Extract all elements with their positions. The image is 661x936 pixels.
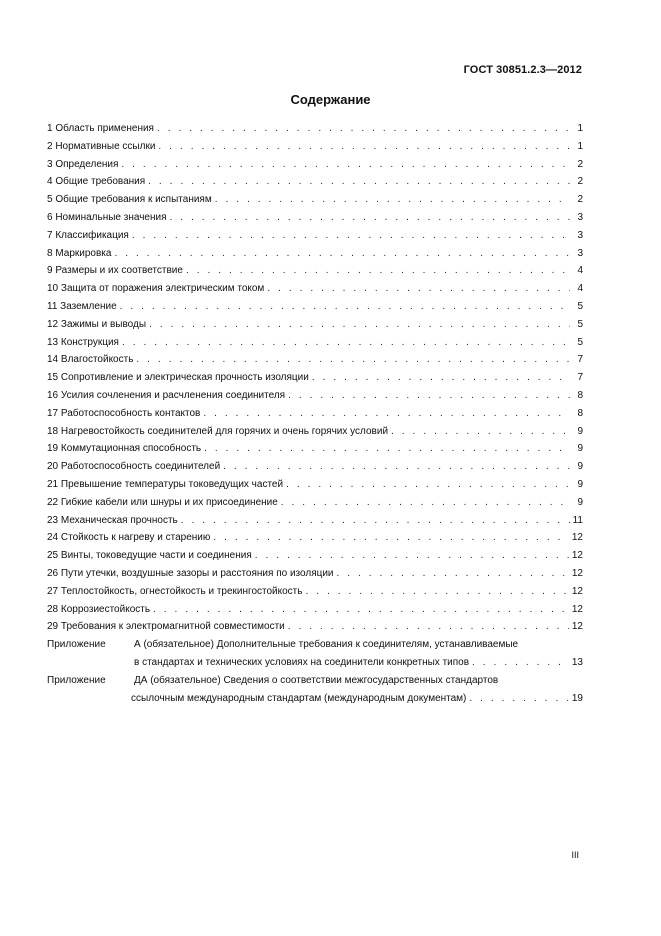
toc-items xyxy=(47,120,583,636)
toc-entry-label: 27 Теплостойкость, огнестойкость и трекингостойкость xyxy=(47,585,303,597)
toc-entry[interactable] xyxy=(47,458,583,476)
appendix-page: 13 xyxy=(571,656,583,668)
toc-entry-label: 17 Работоспособность контактов xyxy=(47,407,201,419)
toc-entry-page: 11 xyxy=(572,514,583,526)
toc-entry-page: 12 xyxy=(571,550,583,562)
toc-entry[interactable] xyxy=(47,191,583,209)
toc-entry-label: 20 Работоспособность соединителей xyxy=(47,461,221,473)
toc-entry[interactable] xyxy=(47,476,583,494)
toc-entry-label: 15 Сопротивление и электрическая прочность изоляции xyxy=(47,372,309,384)
toc-entry-page: 3 xyxy=(577,247,583,259)
toc-entry[interactable] xyxy=(47,209,583,227)
toc-entry[interactable] xyxy=(47,262,583,280)
toc-entry-page: 12 xyxy=(571,567,583,579)
leader-dots xyxy=(288,387,570,405)
toc-entry-label: 23 Механическая прочность xyxy=(47,514,178,526)
leader-dots xyxy=(223,458,570,476)
toc-entry-page: 9 xyxy=(577,461,583,473)
appendix-title-line1: А (обязательное) Дополнительные требования к соединителям, устанавливаемые xyxy=(134,639,519,651)
toc-entry-label: 12 Зажимы и выводы xyxy=(47,318,147,330)
toc-entry[interactable] xyxy=(47,405,583,423)
toc-entry-label: 29 Требования к электромагнитной совместимости xyxy=(47,621,285,633)
toc-entry-label: 6 Номинальные значения xyxy=(47,211,167,223)
toc-entry-label: 16 Усилия сочленения и расчленения соединителя xyxy=(47,389,286,401)
toc-entry[interactable] xyxy=(47,298,583,316)
leader-dots xyxy=(149,316,570,334)
leader-dots xyxy=(158,138,570,156)
toc-entry-page: 9 xyxy=(577,478,583,490)
appendix-title-line2: ссылочным международным стандартам (международным документам) xyxy=(131,692,467,704)
toc-entry-label: 18 Нагревостойкость соединителей для горячих и очень горячих условий xyxy=(47,425,389,437)
toc-entry-page: 4 xyxy=(577,283,583,295)
toc-entry[interactable] xyxy=(47,494,583,512)
toc-entry-page: 1 xyxy=(577,140,583,152)
toc-entry-label: 19 Коммутационная способность xyxy=(47,443,202,455)
toc-entry[interactable] xyxy=(47,245,583,263)
toc-entry[interactable] xyxy=(47,583,583,601)
toc-entry[interactable] xyxy=(47,601,583,619)
leader-dots xyxy=(286,476,570,494)
toc-appendix[interactable] xyxy=(47,636,583,672)
toc-appendices xyxy=(47,636,583,707)
toc-entry[interactable] xyxy=(47,227,583,245)
toc-entry-label: 28 Коррозиестойкость xyxy=(47,603,151,615)
toc-entry-page: 8 xyxy=(577,407,583,419)
leader-dots xyxy=(472,654,569,672)
leader-dots xyxy=(148,173,570,191)
toc-entry-label: 22 Гибкие кабели или шнуры и их присоединение xyxy=(47,496,278,508)
toc-entry-label: 5 Общие требования к испытаниям xyxy=(47,194,212,206)
toc-entry-label: 25 Винты, токоведущие части и соединения xyxy=(47,550,252,562)
toc-entry-label: 13 Конструкция xyxy=(47,336,119,348)
toc-entry-page: 2 xyxy=(577,194,583,206)
page-number: III xyxy=(571,850,579,860)
toc-entry-page: 1 xyxy=(577,123,583,134)
toc-entry[interactable] xyxy=(47,351,583,369)
leader-dots xyxy=(267,280,570,298)
toc-appendix[interactable] xyxy=(47,672,583,708)
leader-dots xyxy=(255,547,569,565)
toc-entry-label: 21 Превышение температуры токоведущих частей xyxy=(47,478,284,490)
toc-entry-label: 4 Общие требования xyxy=(47,176,146,188)
toc-entry[interactable] xyxy=(47,156,583,174)
leader-dots xyxy=(114,245,570,263)
toc-entry-label: 2 Нормативные ссылки xyxy=(47,140,156,152)
leader-dots xyxy=(181,512,570,530)
toc-entry[interactable] xyxy=(47,423,583,441)
toc-entry-label: 3 Определения xyxy=(47,158,119,170)
leader-dots xyxy=(215,191,570,209)
leader-dots xyxy=(312,369,570,387)
leader-dots xyxy=(120,298,570,316)
toc-entry-page: 12 xyxy=(571,603,583,615)
toc-entry-label: 26 Пути утечки, воздушные зазоры и расстояния по изоляции xyxy=(47,567,334,579)
toc-entry[interactable] xyxy=(47,387,583,405)
toc-entry[interactable] xyxy=(47,369,583,387)
leader-dots xyxy=(136,351,570,369)
toc-entry[interactable] xyxy=(47,618,583,636)
toc-entry-label: 11 Заземление xyxy=(47,300,117,312)
leader-dots xyxy=(153,601,569,619)
toc-entry-label: 14 Влагостойкость xyxy=(47,354,134,366)
toc-entry[interactable] xyxy=(47,173,583,191)
toc-entry-page: 12 xyxy=(571,532,583,544)
leader-dots xyxy=(186,262,570,280)
toc-entry-page: 5 xyxy=(577,336,583,348)
toc-entry-page: 3 xyxy=(577,211,583,223)
toc-entry-page: 3 xyxy=(577,229,583,241)
appendix-title-line2: в стандартах и технических условиях на соединители конкретных типов xyxy=(134,656,470,668)
toc-entry-page: 5 xyxy=(577,318,583,330)
leader-dots xyxy=(337,565,569,583)
toc-entry[interactable] xyxy=(47,565,583,583)
toc-entry[interactable] xyxy=(47,334,583,352)
appendix-prefix: Приложение xyxy=(47,674,106,686)
appendix-page: 19 xyxy=(571,692,583,704)
leader-dots xyxy=(213,529,569,547)
leader-dots xyxy=(132,227,570,245)
leader-dots xyxy=(203,405,570,423)
toc-entry[interactable] xyxy=(47,138,583,156)
toc-entry[interactable] xyxy=(47,120,583,138)
toc-entry[interactable] xyxy=(47,280,583,298)
leader-dots xyxy=(288,618,569,636)
leader-dots xyxy=(122,334,570,352)
toc-entry-page: 9 xyxy=(577,443,583,455)
toc-entry[interactable] xyxy=(47,440,583,458)
toc-entry[interactable] xyxy=(47,316,583,334)
toc-entry-page: 5 xyxy=(577,300,583,312)
toc-entry[interactable] xyxy=(47,547,583,565)
leader-dots xyxy=(170,209,570,227)
leader-dots xyxy=(121,156,570,174)
toc-entry-label: 9 Размеры и их соответствие xyxy=(47,265,183,277)
toc-title: Содержание xyxy=(290,92,371,107)
toc-entry-label: 10 Защита от поражения электрическим током xyxy=(47,283,265,295)
table-of-contents xyxy=(47,120,583,707)
leader-dots xyxy=(204,440,570,458)
toc-entry-page: 2 xyxy=(577,158,583,170)
toc-entry-label: 1 Область применения xyxy=(47,123,154,134)
toc-entry-page: 7 xyxy=(577,372,583,384)
toc-entry-page: 8 xyxy=(577,389,583,401)
appendix-title-line1: ДА (обязательное) Сведения о соответствии межгосударственных стандартов xyxy=(134,674,499,686)
leader-dots xyxy=(469,690,568,708)
standard-number: ГОСТ 30851.2.3—2012 xyxy=(463,64,582,76)
toc-entry-page: 9 xyxy=(577,496,583,508)
toc-entry-page: 4 xyxy=(577,265,583,277)
toc-entry-page: 12 xyxy=(571,621,583,633)
toc-entry-label: 7 Классификация xyxy=(47,229,129,241)
toc-entry-page: 7 xyxy=(577,354,583,366)
toc-entry-label: 24 Стойкость к нагреву и старению xyxy=(47,532,211,544)
toc-entry-page: 2 xyxy=(577,176,583,188)
leader-dots xyxy=(391,423,570,441)
toc-entry[interactable] xyxy=(47,512,583,530)
leader-dots xyxy=(305,583,568,601)
toc-entry-label: 8 Маркировка xyxy=(47,247,112,259)
toc-entry-page: 9 xyxy=(577,425,583,437)
leader-dots xyxy=(281,494,570,512)
toc-entry[interactable] xyxy=(47,529,583,547)
toc-entry-page: 12 xyxy=(571,585,583,597)
leader-dots xyxy=(157,120,570,138)
appendix-prefix: Приложение xyxy=(47,639,106,651)
